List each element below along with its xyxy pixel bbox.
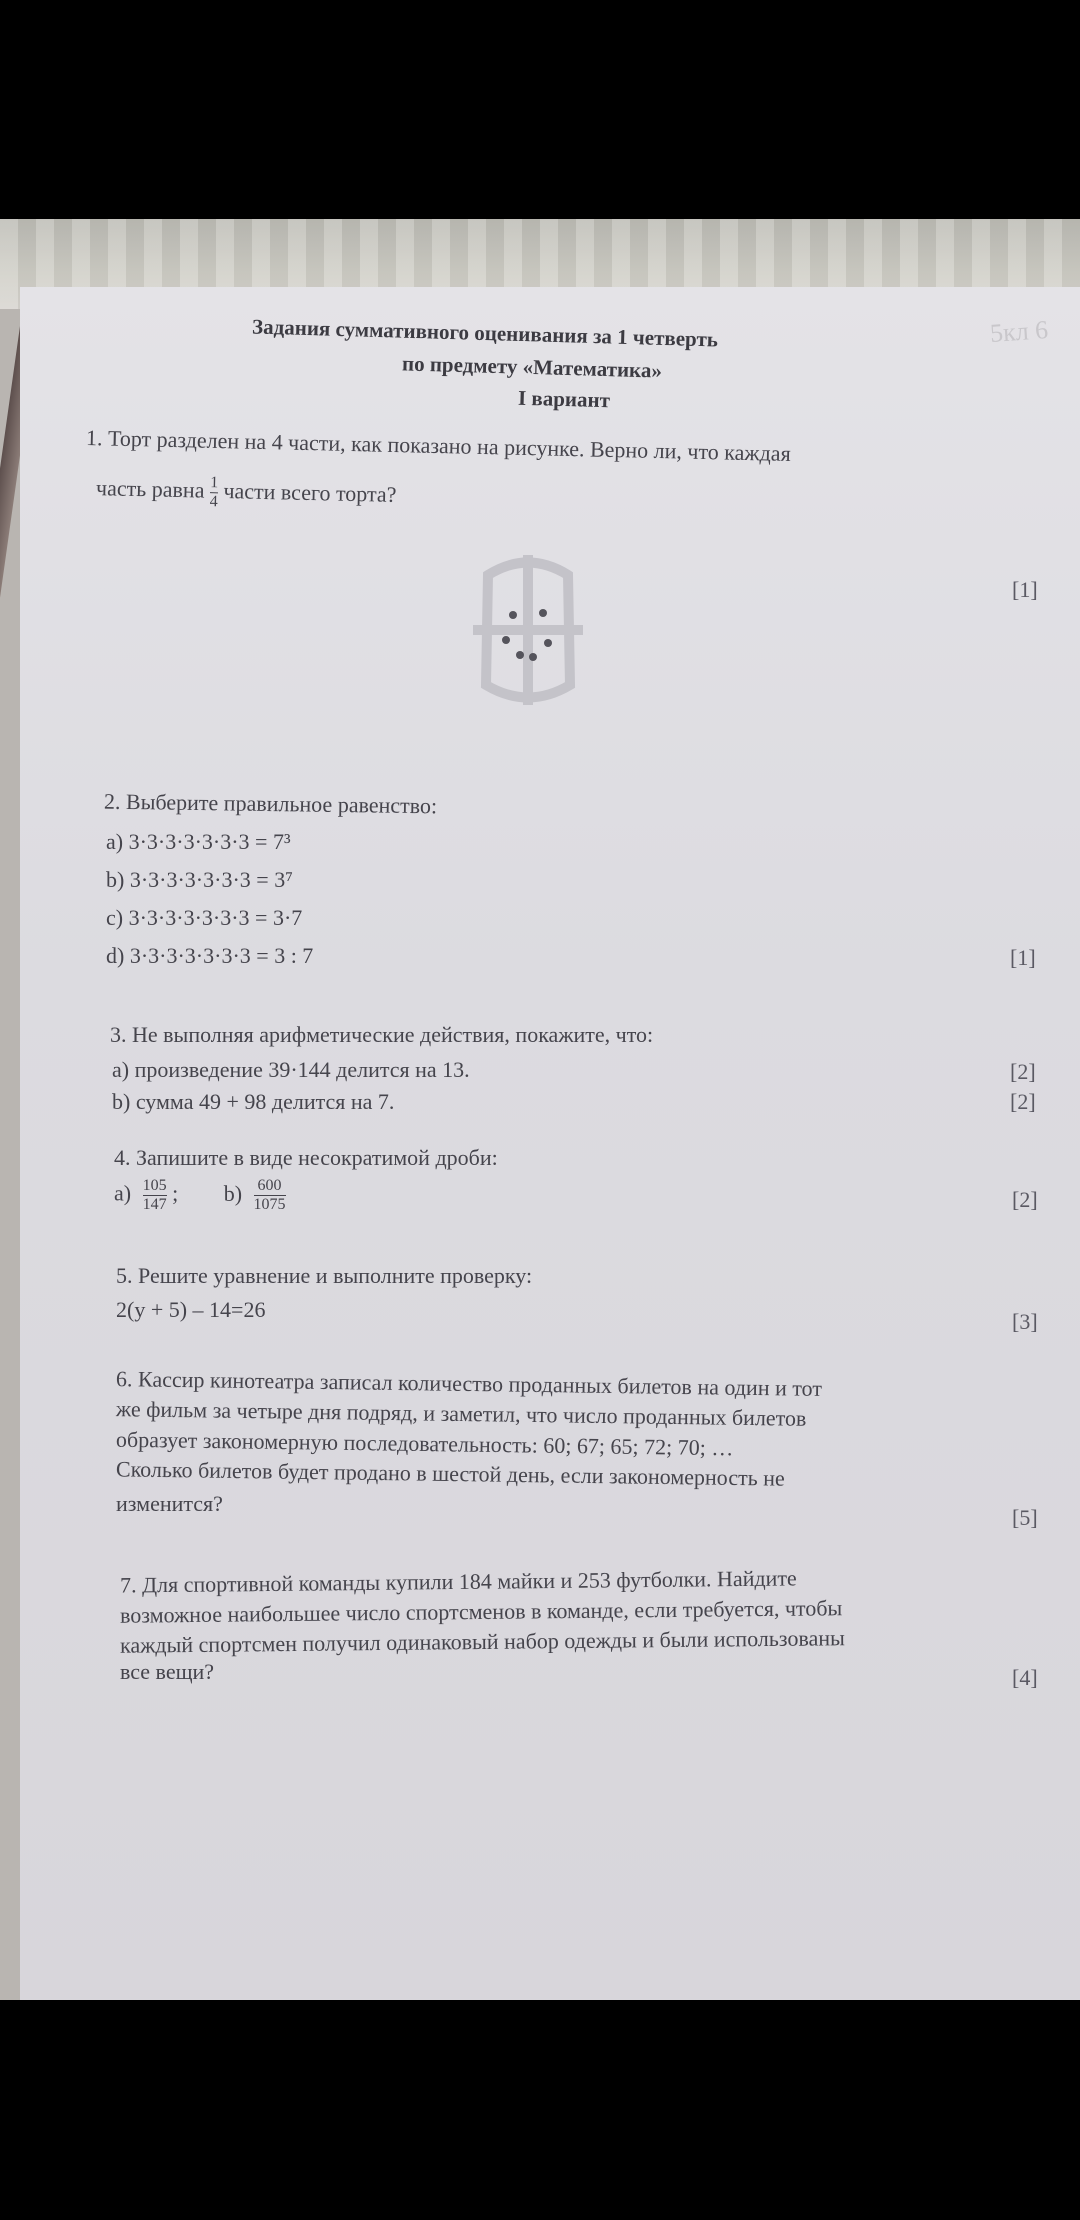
task4-title: 4. Запишите в виде несократимой дроби: bbox=[114, 1145, 498, 1170]
task2-title: 2. Выберите правильное равенство: bbox=[103, 788, 438, 819]
fraction-numerator: 1 bbox=[209, 474, 219, 492]
task7-mark: [4] bbox=[1012, 1665, 1038, 1690]
task1-line2-a: часть равна bbox=[95, 475, 205, 503]
fraction-denominator: 1075 bbox=[253, 1196, 286, 1213]
task7-line3: каждый спортсмен получил одинаковый набор одежды и были использованы bbox=[119, 1625, 845, 1658]
task1-line1: 1. Торт разделен на 4 части, как показано на рисунке. Верно ли, что каждая bbox=[85, 425, 792, 466]
header-line-3: I вариант bbox=[517, 385, 611, 413]
task5-equation: 2(y + 5) – 14=26 bbox=[116, 1297, 266, 1322]
fraction-denominator: 4 bbox=[209, 493, 218, 511]
task3-mark-b: [2] bbox=[1010, 1089, 1036, 1114]
fraction-numerator: 600 bbox=[257, 1177, 282, 1194]
task3-b: b) сумма 49 + 98 делится на 7. bbox=[112, 1089, 395, 1114]
task4-mark: [2] bbox=[1012, 1187, 1038, 1212]
task3-mark-a: [2] bbox=[1010, 1059, 1036, 1084]
header-line-1: Задания суммативного оценивания за 1 четверть bbox=[251, 314, 719, 352]
task6-line3: образует закономерную последовательность: 60; 67; 65; 72; 70; … bbox=[115, 1426, 734, 1461]
task7-line1: 7. Для спортивной команды купили 184 майки и 253 футболки. Найдите bbox=[119, 1565, 797, 1598]
fraction-denominator: 147 bbox=[142, 1196, 167, 1213]
cake-figure bbox=[458, 545, 598, 715]
task3-a: a) произведение 39·144 делится на 13. bbox=[112, 1057, 470, 1082]
task5-title: 5. Решите уравнение и выполните проверку: bbox=[116, 1263, 533, 1288]
task7-line2: возможное наибольшее число спортсменов в команде, если требуется, чтобы bbox=[119, 1595, 843, 1628]
task4-separator: ; bbox=[172, 1180, 179, 1206]
task4-fraction-b bbox=[254, 1177, 286, 1214]
worksheet-paper bbox=[20, 287, 1080, 2000]
task2-option-c: c) 3·3·3·3·3·3·3 = 3·7 bbox=[106, 905, 303, 930]
header-line-2: по предмету «Математика» bbox=[401, 351, 663, 383]
task4-fractions bbox=[114, 1177, 286, 1214]
photo bbox=[0, 219, 1080, 2000]
task6-line2: же фильм за четыре дня подряд, и заметил, что число проданных билетов bbox=[115, 1396, 807, 1431]
task1-mark: [1] bbox=[1012, 577, 1038, 602]
task3-title: 3. Не выполняя арифметические действия, покажите, что: bbox=[110, 1022, 654, 1047]
task6-line5: изменится? bbox=[116, 1491, 223, 1516]
task2-option-d: d) 3·3·3·3·3·3·3 = 3 : 7 bbox=[106, 943, 314, 968]
margin-note: 5кл 6 bbox=[989, 315, 1050, 348]
task1-fraction bbox=[210, 474, 219, 511]
task2-option-a: a) 3·3·3·3·3·3·3 = 7³ bbox=[106, 829, 291, 854]
task2-mark: [1] bbox=[1010, 945, 1036, 970]
task7-line4: все вещи? bbox=[120, 1659, 215, 1684]
task4-b-label: b) bbox=[223, 1180, 243, 1206]
task4-a-label: a) bbox=[114, 1180, 132, 1206]
task6-line1: 6. Кассир кинотеатра записал количество проданных билетов на один и тот bbox=[115, 1366, 823, 1401]
task5-mark: [3] bbox=[1012, 1309, 1038, 1334]
task1-line2 bbox=[96, 472, 397, 516]
task1-line2-b: части всего торта? bbox=[223, 478, 397, 507]
task6-mark: [5] bbox=[1012, 1505, 1038, 1530]
task6-line4: Сколько билетов будет продано в шестой день, если закономерность не bbox=[115, 1456, 785, 1491]
task2-option-b: b) 3·3·3·3·3·3·3 = 3⁷ bbox=[106, 867, 293, 892]
fraction-numerator: 105 bbox=[142, 1177, 167, 1194]
task4-fraction-a bbox=[143, 1177, 167, 1214]
